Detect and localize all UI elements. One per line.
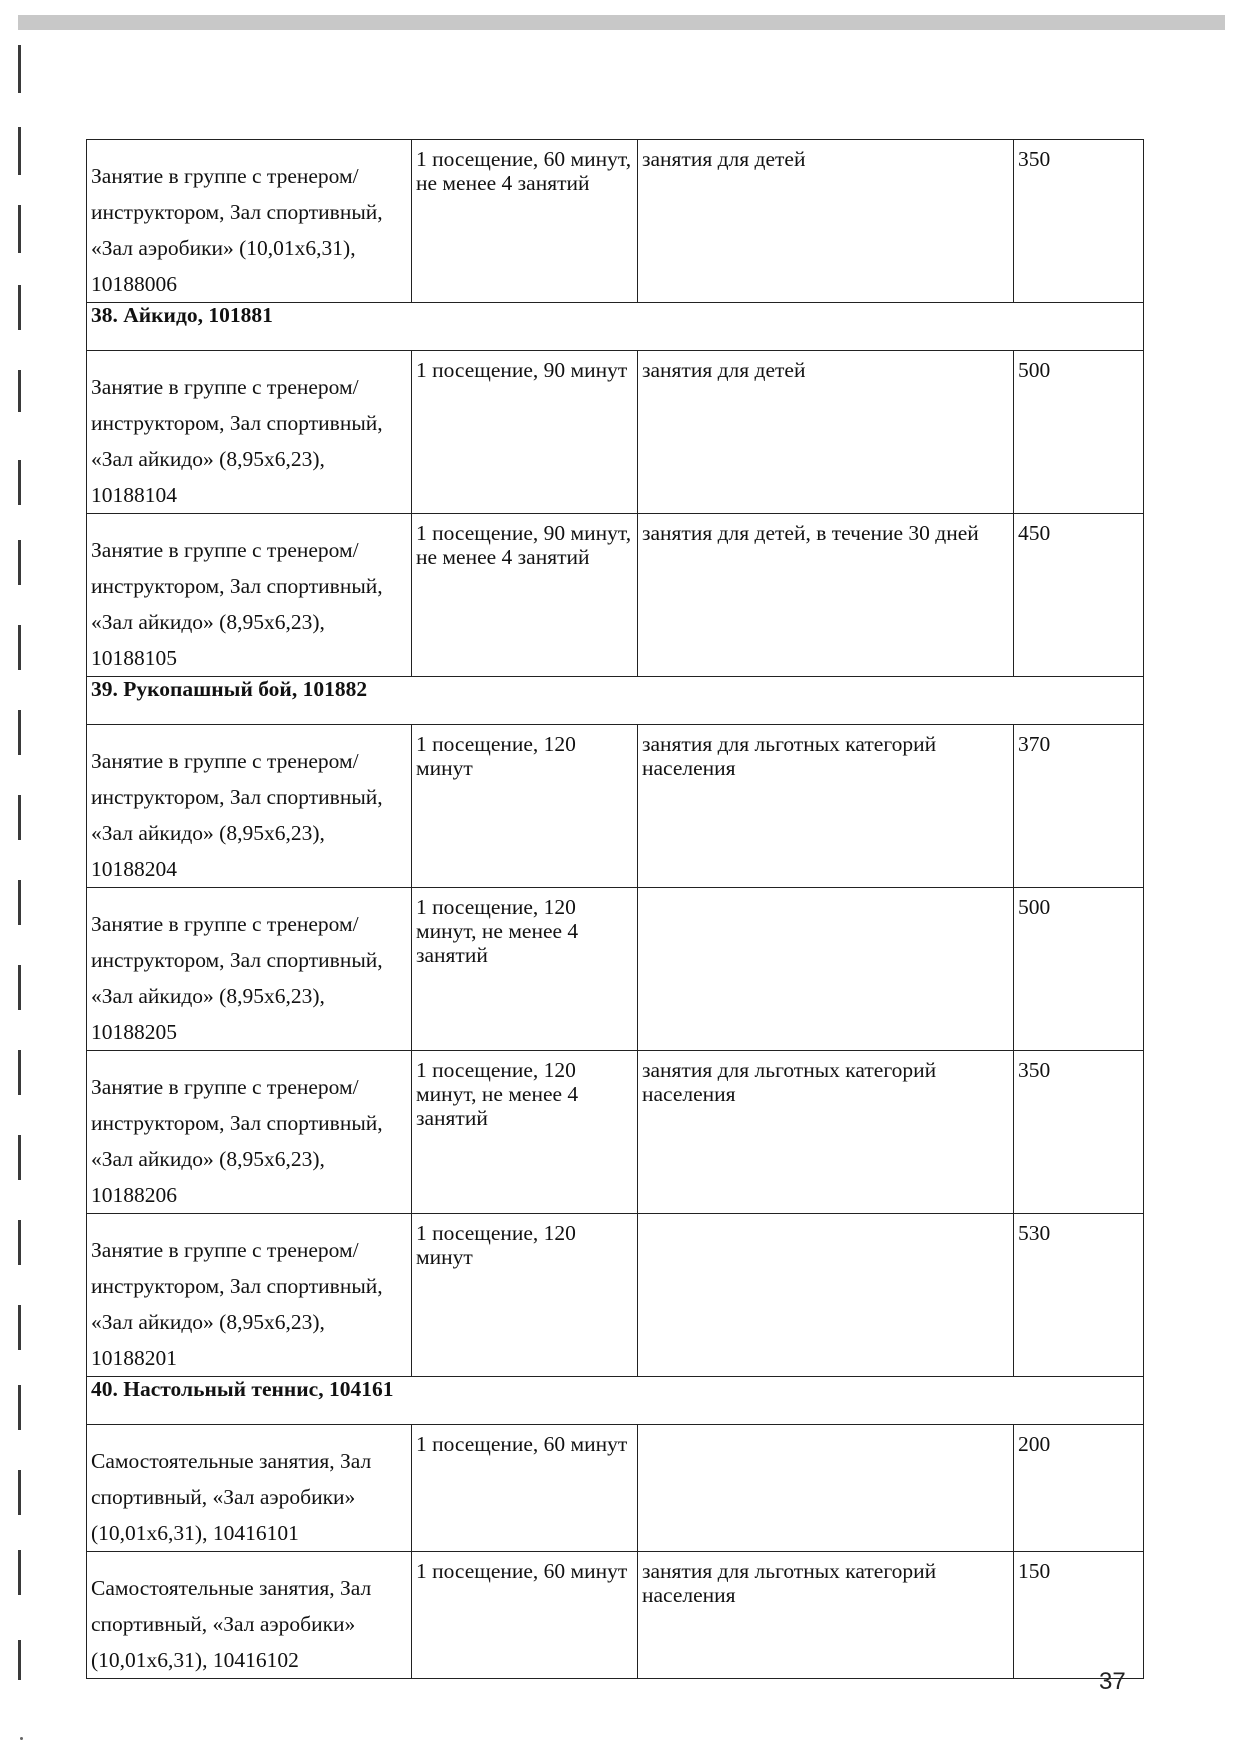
visit-cell: 1 посещение, 60 минут, не менее 4 занятий (412, 140, 638, 303)
service-cell: Самостоятельные занятия, Зал спортивный, «Зал аэробики» (10,01х6,31), 10416101 (87, 1425, 412, 1552)
visit-cell: 1 посещение, 90 минут (412, 351, 638, 514)
visit-cell: 1 посещение, 120 минут (412, 725, 638, 888)
service-cell: Занятие в группе с тренером/инструктором, Зал спортивный, «Зал айкидо» (8,95х6,23), 10188206 (87, 1051, 412, 1214)
service-cell: Занятие в группе с тренером/инструктором, Зал спортивный, «Зал айкидо» (8,95х6,23), 10188201 (87, 1214, 412, 1377)
scan-binding-marks (18, 40, 22, 1680)
table-row (87, 140, 1144, 303)
table-row (87, 1425, 1144, 1552)
visit-cell: 1 посещение, 90 минут, не менее 4 занятий (412, 514, 638, 677)
price-cell: 530 (1014, 1214, 1144, 1377)
table-row (87, 725, 1144, 888)
condition-cell: занятия для льготных категорий населения (638, 1552, 1014, 1679)
service-cell: Занятие в группе с тренером/инструктором, Зал спортивный, «Зал айкидо» (8,95х6,23), 10188105 (87, 514, 412, 677)
visit-cell: 1 посещение, 120 минут (412, 1214, 638, 1377)
visit-cell: 1 посещение, 60 минут (412, 1425, 638, 1552)
condition-cell (638, 1425, 1014, 1552)
price-cell: 450 (1014, 514, 1144, 677)
scan-top-edge (18, 15, 1225, 30)
price-table (86, 139, 1144, 1679)
price-cell: 350 (1014, 1051, 1144, 1214)
price-cell: 150 (1014, 1552, 1144, 1679)
section-title: 38. Айкидо, 101881 (87, 303, 1144, 351)
condition-cell: занятия для детей (638, 351, 1014, 514)
page-number: 37 (1099, 1668, 1126, 1695)
service-cell: Занятие в группе с тренером/инструктором, Зал спортивный, «Зал айкидо» (8,95х6,23), 10188104 (87, 351, 412, 514)
condition-cell: занятия для детей (638, 140, 1014, 303)
table-row (87, 514, 1144, 677)
table-row (87, 351, 1144, 514)
condition-cell: занятия для льготных категорий населения (638, 725, 1014, 888)
table-row (87, 1552, 1144, 1679)
table-row (87, 1051, 1144, 1214)
price-cell: 200 (1014, 1425, 1144, 1552)
section-title: 39. Рукопашный бой, 101882 (87, 677, 1144, 725)
section-row (87, 303, 1144, 351)
condition-cell: занятия для льготных категорий населения (638, 1051, 1014, 1214)
section-row (87, 677, 1144, 725)
service-cell: Занятие в группе с тренером/инструктором, Зал спортивный, «Зал айкидо» (8,95х6,23), 10188205 (87, 888, 412, 1051)
visit-cell: 1 посещение, 60 минут (412, 1552, 638, 1679)
visit-cell: 1 посещение, 120 минут, не менее 4 занятий (412, 1051, 638, 1214)
condition-cell: занятия для детей, в течение 30 дней (638, 514, 1014, 677)
condition-cell (638, 888, 1014, 1051)
section-title: 40. Настольный теннис, 104161 (87, 1377, 1144, 1425)
table-row (87, 888, 1144, 1051)
service-cell: Занятие в группе с тренером/инструктором, Зал спортивный, «Зал аэробики» (10,01х6,31), 10188006 (87, 140, 412, 303)
service-cell: Самостоятельные занятия, Зал спортивный, «Зал аэробики» (10,01х6,31), 10416102 (87, 1552, 412, 1679)
price-cell: 350 (1014, 140, 1144, 303)
visit-cell: 1 посещение, 120 минут, не менее 4 занятий (412, 888, 638, 1051)
price-cell: 370 (1014, 725, 1144, 888)
service-cell: Занятие в группе с тренером/инструктором, Зал спортивный, «Зал айкидо» (8,95х6,23), 10188204 (87, 725, 412, 888)
price-cell: 500 (1014, 888, 1144, 1051)
section-row (87, 1377, 1144, 1425)
scan-speck (20, 1737, 23, 1740)
condition-cell (638, 1214, 1014, 1377)
price-cell: 500 (1014, 351, 1144, 514)
table-row (87, 1214, 1144, 1377)
